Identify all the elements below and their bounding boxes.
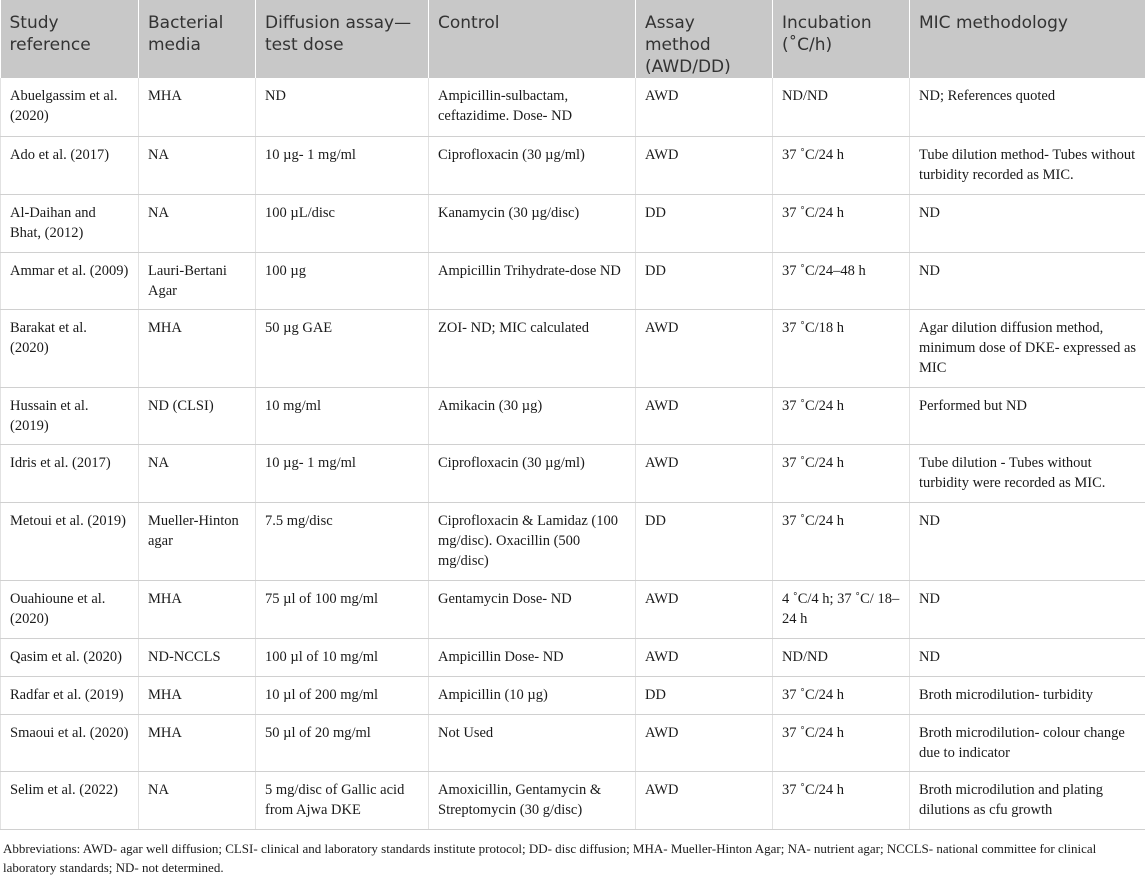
cell-study-reference: Ammar et al. (2009) [1,252,139,309]
cell-bacterial-media: Lauri-Bertani Agar [139,252,256,309]
table-row [1,194,1145,252]
cell-assay-method: DD [636,252,773,309]
cell-study-reference: Al-Daihan and Bhat, (2012) [1,194,139,252]
header-row [1,0,1145,78]
cell-diffusion-assay-dose: 100 µg [256,252,429,309]
table-row [1,309,1145,387]
table-row [1,502,1145,580]
cell-study-reference: Selim et al. (2022) [1,771,139,829]
cell-incubation: 37 ˚C/18 h [773,309,910,387]
cell-control: Amikacin (30 µg) [429,387,636,444]
cell-incubation: 37 ˚C/24 h [773,502,910,580]
cell-control: Ciprofloxacin & Lamidaz (100 mg/disc). Oxacillin (500 mg/disc) [429,502,636,580]
cell-bacterial-media: ND (CLSI) [139,387,256,444]
cell-control: Ampicillin (10 µg) [429,676,636,714]
cell-assay-method: DD [636,676,773,714]
cell-control: Not Used [429,714,636,771]
table-row [1,771,1145,829]
cell-mic-methodology: Tube dilution method- Tubes without turbidity recorded as MIC. [910,136,1145,194]
column-header-diffusion-assay-dose: Diffusion assay—test dose [256,0,429,78]
cell-bacterial-media: NA [139,771,256,829]
cell-control: Gentamycin Dose- ND [429,580,636,638]
cell-diffusion-assay-dose: ND [256,78,429,136]
cell-bacterial-media: MHA [139,714,256,771]
cell-diffusion-assay-dose: 10 µl of 200 mg/ml [256,676,429,714]
cell-mic-methodology: Broth microdilution- colour change due to indicator [910,714,1145,771]
cell-diffusion-assay-dose: 75 µl of 100 mg/ml [256,580,429,638]
cell-bacterial-media: MHA [139,580,256,638]
cell-diffusion-assay-dose: 7.5 mg/disc [256,502,429,580]
table-row [1,444,1145,502]
cell-bacterial-media: Mueller-Hinton agar [139,502,256,580]
cell-mic-methodology: ND; References quoted [910,78,1145,136]
cell-assay-method: DD [636,502,773,580]
cell-control: Amoxicillin, Gentamycin & Streptomycin (30 g/disc) [429,771,636,829]
cell-incubation: 37 ˚C/24 h [773,714,910,771]
cell-bacterial-media: NA [139,136,256,194]
cell-study-reference: Smaoui et al. (2020) [1,714,139,771]
cell-control: Ampicillin Dose- ND [429,638,636,676]
cell-diffusion-assay-dose: 50 µg GAE [256,309,429,387]
cell-study-reference: Qasim et al. (2020) [1,638,139,676]
cell-study-reference: Hussain et al. (2019) [1,387,139,444]
cell-assay-method: AWD [636,638,773,676]
cell-assay-method: AWD [636,714,773,771]
column-header-control: Control [429,0,636,78]
cell-assay-method: AWD [636,309,773,387]
cell-study-reference: Ouahioune et al. (2020) [1,580,139,638]
cell-diffusion-assay-dose: 100 µl of 10 mg/ml [256,638,429,676]
abbreviations-footnote: Abbreviations: AWD- agar well diffusion; CLSI- clinical and laboratory standards institute protocol; DD- disc diffusion; MHA- Mueller-Hinton Agar; NA- nutrient agar; NCCLS- national committee for clinical laboratory standards; ND- not determined. [3,840,1097,875]
column-header-incubation: Incubation (˚C/h) [773,0,910,78]
cell-bacterial-media: MHA [139,78,256,136]
column-header-assay-method: Assay method (AWD/DD) [636,0,773,78]
cell-assay-method: DD [636,194,773,252]
cell-control: Ciprofloxacin (30 µg/ml) [429,136,636,194]
cell-incubation: 37 ˚C/24 h [773,444,910,502]
table-row [1,78,1145,136]
table-row [1,252,1145,309]
cell-assay-method: AWD [636,78,773,136]
cell-mic-methodology: ND [910,502,1145,580]
table-body [1,78,1145,829]
table-row [1,580,1145,638]
cell-mic-methodology: Broth microdilution and plating dilutions as cfu growth [910,771,1145,829]
cell-study-reference: Radfar et al. (2019) [1,676,139,714]
table-row [1,714,1145,771]
cell-incubation: 37 ˚C/24 h [773,771,910,829]
cell-control: ZOI- ND; MIC calculated [429,309,636,387]
cell-bacterial-media: NA [139,444,256,502]
table-row [1,638,1145,676]
cell-diffusion-assay-dose: 5 mg/disc of Gallic acid from Ajwa DKE [256,771,429,829]
column-header-bacterial-media: Bacterial media [139,0,256,78]
cell-incubation: 37 ˚C/24 h [773,194,910,252]
cell-mic-methodology: Tube dilution - Tubes without turbidity were recorded as MIC. [910,444,1145,502]
cell-control: Kanamycin (30 µg/disc) [429,194,636,252]
cell-incubation: 37 ˚C/24–48 h [773,252,910,309]
column-header-mic-methodology: MIC methodology [910,0,1145,78]
cell-diffusion-assay-dose: 10 µg- 1 mg/ml [256,444,429,502]
cell-bacterial-media: MHA [139,676,256,714]
cell-mic-methodology: ND [910,638,1145,676]
cell-diffusion-assay-dose: 10 µg- 1 mg/ml [256,136,429,194]
cell-assay-method: AWD [636,580,773,638]
cell-assay-method: AWD [636,771,773,829]
cell-study-reference: Metoui et al. (2019) [1,502,139,580]
cell-diffusion-assay-dose: 50 µl of 20 mg/ml [256,714,429,771]
cell-bacterial-media: MHA [139,309,256,387]
table-row [1,136,1145,194]
cell-study-reference: Abuelgassim et al. (2020) [1,78,139,136]
cell-diffusion-assay-dose: 100 µL/disc [256,194,429,252]
cell-bacterial-media: NA [139,194,256,252]
cell-incubation: 4 ˚C/4 h; 37 ˚C/ 18–24 h [773,580,910,638]
cell-study-reference: Idris et al. (2017) [1,444,139,502]
cell-mic-methodology: Performed but ND [910,387,1145,444]
cell-incubation: ND/ND [773,78,910,136]
cell-assay-method: AWD [636,387,773,444]
table-header [1,0,1145,78]
table-row [1,387,1145,444]
cell-mic-methodology: ND [910,252,1145,309]
cell-incubation: 37 ˚C/24 h [773,387,910,444]
cell-assay-method: AWD [636,136,773,194]
cell-incubation: 37 ˚C/24 h [773,136,910,194]
cell-study-reference: Ado et al. (2017) [1,136,139,194]
cell-study-reference: Barakat et al. (2020) [1,309,139,387]
cell-mic-methodology: ND [910,194,1145,252]
cell-control: Ampicillin-sulbactam, ceftazidime. Dose- ND [429,78,636,136]
cell-mic-methodology: Broth microdilution- turbidity [910,676,1145,714]
cell-control: Ampicillin Trihydrate-dose ND [429,252,636,309]
cell-assay-method: AWD [636,444,773,502]
cell-incubation: 37 ˚C/24 h [773,676,910,714]
column-header-study-reference: Study reference [1,0,139,78]
cell-diffusion-assay-dose: 10 mg/ml [256,387,429,444]
cell-incubation: ND/ND [773,638,910,676]
cell-mic-methodology: ND [910,580,1145,638]
cell-control: Ciprofloxacin (30 µg/ml) [429,444,636,502]
cell-mic-methodology: Agar dilution diffusion method, minimum dose of DKE- expressed as MIC [910,309,1145,387]
cell-bacterial-media: ND-NCCLS [139,638,256,676]
table-row [1,676,1145,714]
